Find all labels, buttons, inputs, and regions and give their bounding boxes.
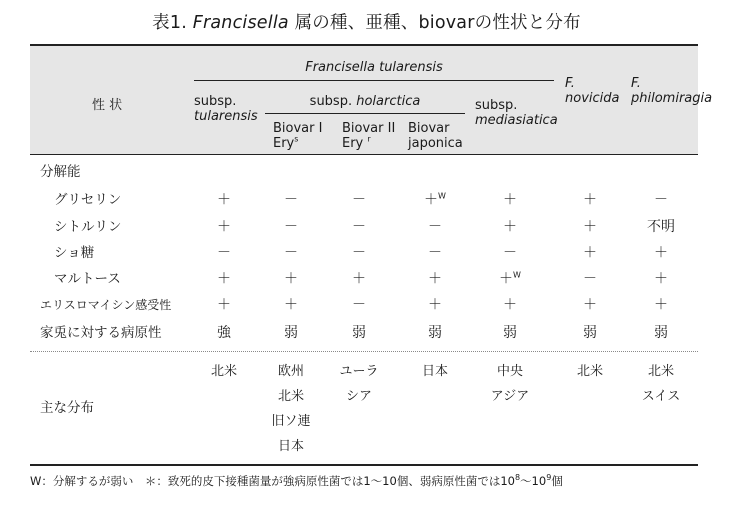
header-f-novicida (565, 76, 619, 106)
cell-value: ＋ (503, 192, 517, 208)
cell-value: ＋ (424, 192, 439, 208)
header-novicida: novicida (565, 91, 620, 106)
footnote-sup1: 8 (514, 473, 521, 483)
header-holarctica-prefix: subsp. (309, 94, 357, 109)
row-label: グリセリン (54, 192, 122, 208)
cell-value: ＋ (428, 271, 442, 287)
cell-value: － (217, 245, 231, 261)
cell-value: ＋ (654, 245, 668, 261)
tularensis-span-rule (194, 80, 554, 81)
header-subsp-tularensis (194, 94, 258, 124)
table-cell (261, 325, 321, 341)
distribution-cell (256, 359, 326, 459)
table-cell (480, 325, 540, 341)
header-biovar1-line2: Ery (273, 136, 295, 151)
cell-value: － (428, 219, 442, 235)
table-cell (480, 297, 540, 313)
header-mediasiatica-prefix: subsp. (475, 98, 518, 113)
table-cell (329, 297, 389, 313)
cell-value: ＋ (654, 297, 668, 313)
cell-value: ＋ (284, 297, 298, 313)
cell-value: － (352, 219, 366, 235)
distribution-region: 北米 (210, 364, 237, 379)
section-label: 分解能 (40, 164, 81, 180)
cell-value: ＋ (428, 297, 442, 313)
cell-value: － (654, 192, 668, 208)
table-cell (261, 297, 321, 313)
table-cell (329, 219, 389, 235)
distribution-region: スイス (641, 389, 681, 404)
row-label: マルトース (54, 271, 121, 287)
cell-value: 強 (217, 325, 231, 341)
title-prefix: 表1. (152, 13, 193, 33)
cell-value: ＋ (654, 271, 668, 287)
distribution-cell (324, 359, 394, 409)
distribution-region: 北米 (647, 364, 674, 379)
table-cell (631, 192, 691, 208)
table-cell (405, 297, 465, 313)
table-cell (560, 192, 620, 208)
distribution-region: 旧ソ連 (271, 414, 311, 429)
bottom-rule (30, 464, 698, 466)
table-cell (631, 245, 691, 261)
table-cell (631, 219, 691, 235)
header-tularensis: tularensis (194, 109, 258, 124)
table-cell (480, 271, 540, 287)
header-biovar1-sup: s (294, 134, 299, 144)
table-cell (194, 325, 254, 341)
distribution-region: 北米 (576, 364, 603, 379)
cell-value: － (352, 192, 366, 208)
distribution-region: シア (345, 389, 372, 404)
header-subsp-prefix: subsp. (194, 94, 237, 109)
header-japonica (408, 121, 463, 151)
cell-value: 不明 (647, 219, 675, 235)
table-cell (329, 271, 389, 287)
table-cell (194, 192, 254, 208)
distribution-region: 北米 (277, 389, 304, 404)
table-cell (405, 219, 465, 235)
cell-value: ＋ (503, 297, 517, 313)
top-rule (30, 44, 698, 46)
table-cell (194, 219, 254, 235)
row-label: 家兎に対する病原性 (40, 325, 162, 341)
table-cell (329, 245, 389, 261)
cell-value: 弱 (654, 325, 668, 341)
table-cell (261, 245, 321, 261)
cell-value: ＋ (583, 297, 597, 313)
distribution-cell (475, 359, 545, 409)
row-label: ショ糖 (54, 245, 95, 261)
distribution-region: 日本 (421, 364, 448, 379)
title-genus: Francisella (192, 13, 289, 33)
table-cell (560, 271, 620, 287)
header-holarctica-group (265, 94, 465, 109)
table-cell (329, 192, 389, 208)
distribution-label: 主な分布 (40, 400, 94, 416)
cell-value: － (352, 245, 366, 261)
cell-value: ＋ (583, 219, 597, 235)
cell-value: ＋ (583, 245, 597, 261)
cell-value: 弱 (428, 325, 442, 341)
distribution-region: ユーラ (339, 364, 379, 379)
table-cell (405, 271, 465, 287)
table-cell (405, 325, 465, 341)
cell-value: － (284, 219, 298, 235)
distribution-cell (555, 359, 625, 384)
table-cell (560, 297, 620, 313)
header-bottom-rule (30, 154, 698, 155)
cell-value: ＋ (217, 219, 231, 235)
cell-value: 弱 (284, 325, 298, 341)
table-cell (194, 245, 254, 261)
header-f-philomiragia (631, 76, 712, 106)
table-cell (631, 271, 691, 287)
holarctica-span-rule (265, 113, 465, 114)
table-cell (261, 192, 321, 208)
footnote-text: W：分解するが弱い ＊：致死的皮下接種菌量が強病原性菌では1～10個、弱病原性菌では10 (30, 474, 515, 488)
header-biovar1-line1: Biovar I (273, 121, 323, 136)
header-species-tularensis: Francisella tularensis (305, 60, 443, 75)
header-japonica-line2: japonica (408, 136, 463, 151)
cell-value: － (428, 245, 442, 261)
header-row-label: 性 状 (92, 98, 123, 113)
table-cell (329, 325, 389, 341)
cell-value: ＋ (217, 297, 231, 313)
header-biovar1 (273, 121, 322, 151)
table-cell (261, 271, 321, 287)
distribution-region: 欧州 (277, 364, 304, 379)
header-philomiragia: philomiragia (631, 91, 713, 106)
header-novicida-genus: F. (565, 76, 575, 91)
title-suffix: 属の種、亜種、biovarの性状と分布 (288, 13, 581, 33)
cell-value: － (284, 245, 298, 261)
distribution-region: アジア (490, 389, 530, 404)
header-philomiragia-genus: F. (631, 76, 641, 91)
table-cell (194, 271, 254, 287)
cell-value: ＋ (503, 219, 517, 235)
distribution-region: 日本 (277, 439, 304, 454)
cell-value: － (583, 271, 597, 287)
table-title (0, 9, 733, 34)
distribution-region: 中央 (496, 364, 523, 379)
table-cell (560, 245, 620, 261)
table-cell (560, 219, 620, 235)
table-cell (194, 297, 254, 313)
cell-value: ＋ (284, 271, 298, 287)
distribution-cell (626, 359, 696, 409)
table-cell (631, 297, 691, 313)
cell-superscript: W (438, 191, 446, 201)
table-cell (480, 192, 540, 208)
table-cell (405, 245, 465, 261)
row-label: エリスロマイシン感受性 (40, 298, 172, 312)
footnote-sup2: 9 (546, 473, 552, 483)
distribution-divider (30, 351, 698, 352)
cell-value: ＋ (217, 192, 231, 208)
cell-value: 弱 (503, 325, 517, 341)
header-biovar2 (342, 121, 395, 151)
cell-value: ＋ (352, 271, 366, 287)
cell-value: － (352, 297, 366, 313)
table-cell (405, 192, 465, 208)
row-label: シトルリン (54, 219, 122, 235)
table-cell (261, 219, 321, 235)
cell-value: － (503, 245, 517, 261)
header-subsp-mediasiatica (475, 98, 558, 128)
table-cell (631, 325, 691, 341)
distribution-cell (400, 359, 470, 384)
footnote-text2: ～10 (520, 474, 547, 488)
cell-value: 弱 (583, 325, 597, 341)
cell-value: ＋ (583, 192, 597, 208)
footnote-text3: 個 (551, 474, 563, 488)
header-biovar2-line2: Ery (342, 136, 364, 151)
header-biovar2-line1: Biovar II (342, 121, 396, 136)
cell-value: 弱 (352, 325, 366, 341)
cell-value: ＋ (499, 271, 514, 287)
cell-value: － (284, 192, 298, 208)
cell-superscript: W (513, 270, 521, 280)
header-holarctica: holarctica (356, 94, 421, 109)
table-cell (560, 325, 620, 341)
table-cell (480, 245, 540, 261)
table-cell (480, 219, 540, 235)
distribution-cell (189, 359, 259, 384)
header-japonica-line1: Biovar (408, 121, 450, 136)
header-mediasiatica: mediasiatica (475, 113, 558, 128)
cell-value: ＋ (217, 271, 231, 287)
footnote (30, 473, 563, 489)
header-biovar2-sup: r (367, 134, 371, 144)
